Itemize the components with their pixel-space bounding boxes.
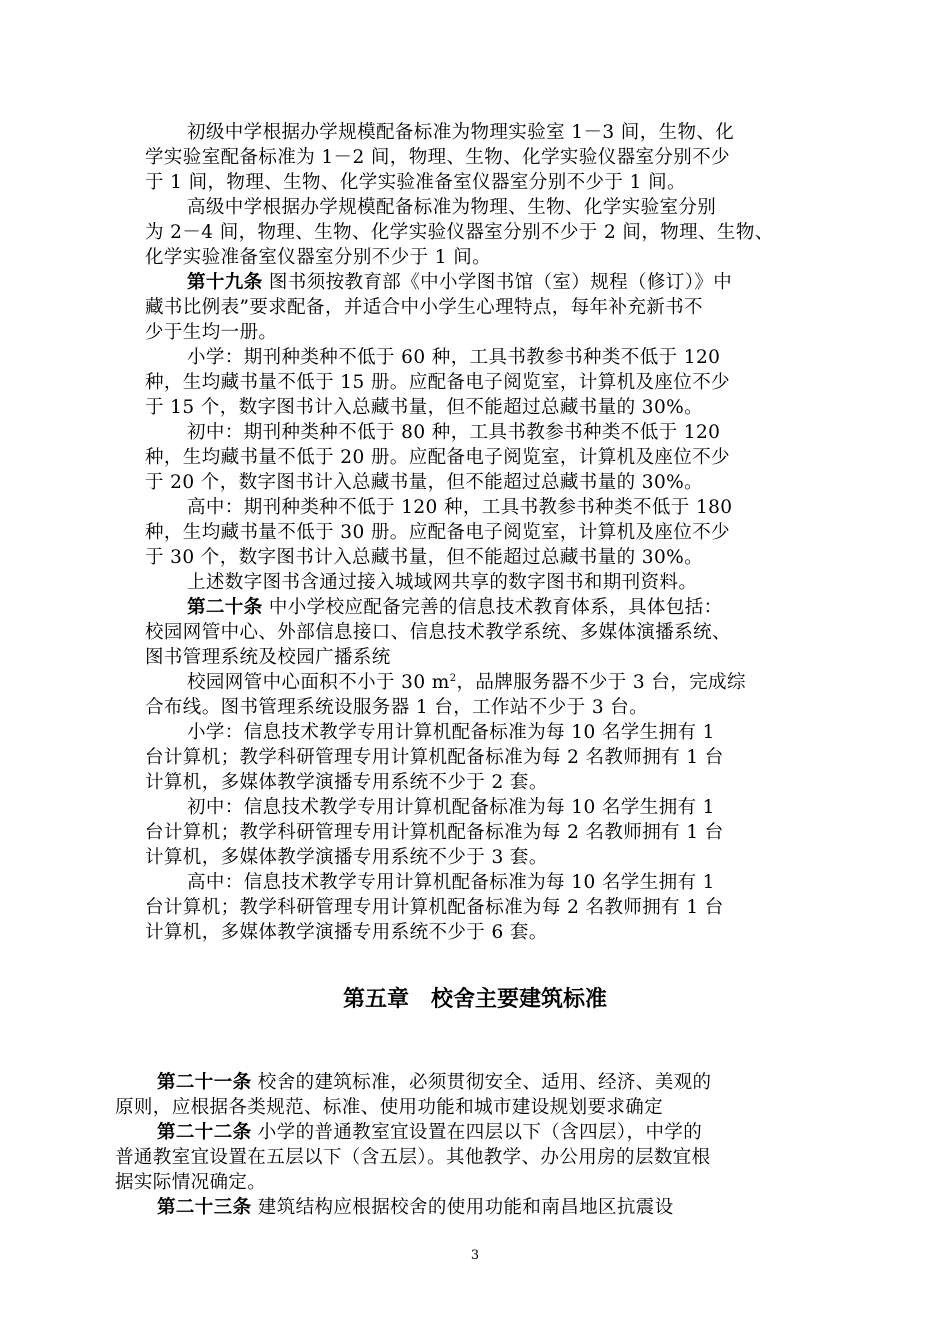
text-line: 学实验室配备标准为 1－2 间，物理、生物、化学实验仪器室分别不少: [145, 147, 731, 168]
text-line: [145, 670, 815, 695]
text-line: 于 1 间，物理、生物、化学实验准备室仪器室分别不少于 1 间。: [145, 172, 686, 193]
text-line: 少于生均一册。: [145, 322, 278, 343]
text-line: 台计算机；教学科研管理专用计算机配备标准为每 2 名教师拥有 1 台: [145, 822, 724, 843]
superscript: 2: [449, 672, 457, 684]
text-line: 校园网管中心、外部信息接口、信息技术教学系统、多媒体演播系统、: [145, 622, 731, 643]
text-line: 高级中学根据办学规模配备标准为物理、生物、化学实验室分别: [187, 197, 717, 218]
article-heading: 第二十三条: [157, 1197, 252, 1218]
text-line: 计算机，多媒体教学演播专用系统不少于 3 套。: [145, 847, 548, 868]
text-span: 建筑结构应根据校舍的使用功能和南昌地区抗震设: [251, 1197, 674, 1218]
text-line: 小学：信息技术教学专用计算机配备标准为每 10 名学生拥有 1: [187, 722, 715, 743]
chapter-title: 第五章 校舍主要建筑标准: [342, 987, 607, 1012]
text-line: 高中：信息技术教学专用计算机配备标准为每 10 名学生拥有 1: [187, 872, 715, 893]
text-line: 台计算机；教学科研管理专用计算机配备标准为每 2 名教师拥有 1 台: [145, 747, 724, 768]
text-line: 藏书比例表”要求配备，并适合中小学生心理特点，每年补充新书不: [145, 297, 703, 318]
text-line: 化学实验准备室仪器室分别不少于 1 间。: [145, 247, 492, 268]
text-line: 于 20 个，数字图书计入总藏书量，但不能超过总藏书量的 30%。: [145, 472, 704, 493]
text-line: 高中：期刊种类种不低于 120 种，工具书教参书种类不低于 180: [187, 497, 733, 518]
article-20-line: [145, 595, 815, 620]
text-span: 中小学校应配备完善的信息技术教育体系，具体包括：: [262, 597, 723, 618]
article-heading: 第十九条: [187, 272, 263, 293]
text-line: 原则，应根据各类规范、标准、使用功能和城市建设规划要求确定: [115, 1097, 664, 1118]
article-22-line: [115, 1120, 815, 1145]
article-heading: 第二十条: [187, 597, 263, 618]
article-23-line: [115, 1195, 815, 1220]
text-line: 于 30 个，数字图书计入总藏书量，但不能超过总藏书量的 30%。: [145, 547, 704, 568]
text-line: 台计算机；教学科研管理专用计算机配备标准为每 2 名教师拥有 1 台: [145, 897, 724, 918]
body-text-upper: [145, 120, 815, 945]
text-line: 为 2－4 间，物理、生物、化学实验仪器室分别不少于 2 间，物理、生物、: [145, 222, 774, 243]
text-span: ，品牌服务器不少于 3 台，完成综: [456, 672, 746, 693]
article-heading: 第二十一条: [157, 1072, 252, 1093]
text-line: 种，生均藏书量不低于 20 册。应配备电子阅览室，计算机及座位不少: [145, 447, 731, 468]
text-line: 上述数字图书含通过接入城域网共享的数字图书和期刊资料。: [187, 572, 698, 593]
text-line: 普通教室宜设置在五层以下（含五层）。其他教学、办公用房的层数宜根: [115, 1147, 711, 1168]
article-heading: 第二十二条: [157, 1122, 252, 1143]
text-line: 小学：期刊种类种不低于 60 种，工具书教参书种类不低于 120: [187, 347, 721, 368]
text-line: 计算机，多媒体教学演播专用系统不少于 2 套。: [145, 772, 548, 793]
text-line: 初级中学根据办学规模配备标准为物理实验室 1－3 间，生物、化: [187, 122, 735, 143]
article-19-line: [145, 270, 815, 295]
page-number: 3: [470, 1248, 480, 1263]
body-text-lower: [115, 1070, 815, 1220]
text-line: 初中：信息技术教学专用计算机配备标准为每 10 名学生拥有 1: [187, 797, 715, 818]
text-span: 校园网管中心面积不小于 30 m: [187, 672, 450, 693]
text-line: 种，生均藏书量不低于 15 册。应配备电子阅览室，计算机及座位不少: [145, 372, 731, 393]
article-21-line: [115, 1070, 815, 1095]
text-span: 校舍的建筑标准，必须贯彻安全、适用、经济、美观的: [251, 1072, 712, 1093]
text-line: 图书管理系统及校园广播系统: [145, 647, 391, 668]
text-line: 合布线。图书管理系统设服务器 1 台，工作站不少于 3 台。: [145, 697, 649, 718]
text-span: 小学的普通教室宜设置在四层以下（含四层），中学的: [251, 1122, 703, 1143]
text-line: 计算机，多媒体教学演播专用系统不少于 6 套。: [145, 922, 548, 943]
text-line: 种，生均藏书量不低于 30 册。应配备电子阅览室，计算机及座位不少: [145, 522, 731, 543]
text-line: 于 15 个，数字图书计入总藏书量，但不能超过总藏书量的 30%。: [145, 397, 704, 418]
text-line: 初中：期刊种类种不低于 80 种，工具书教参书种类不低于 120: [187, 422, 721, 443]
text-line: 据实际情况确定。: [115, 1172, 267, 1193]
text-span: 图书须按教育部《中小学图书馆（室）规程（修订）》中: [262, 272, 733, 293]
